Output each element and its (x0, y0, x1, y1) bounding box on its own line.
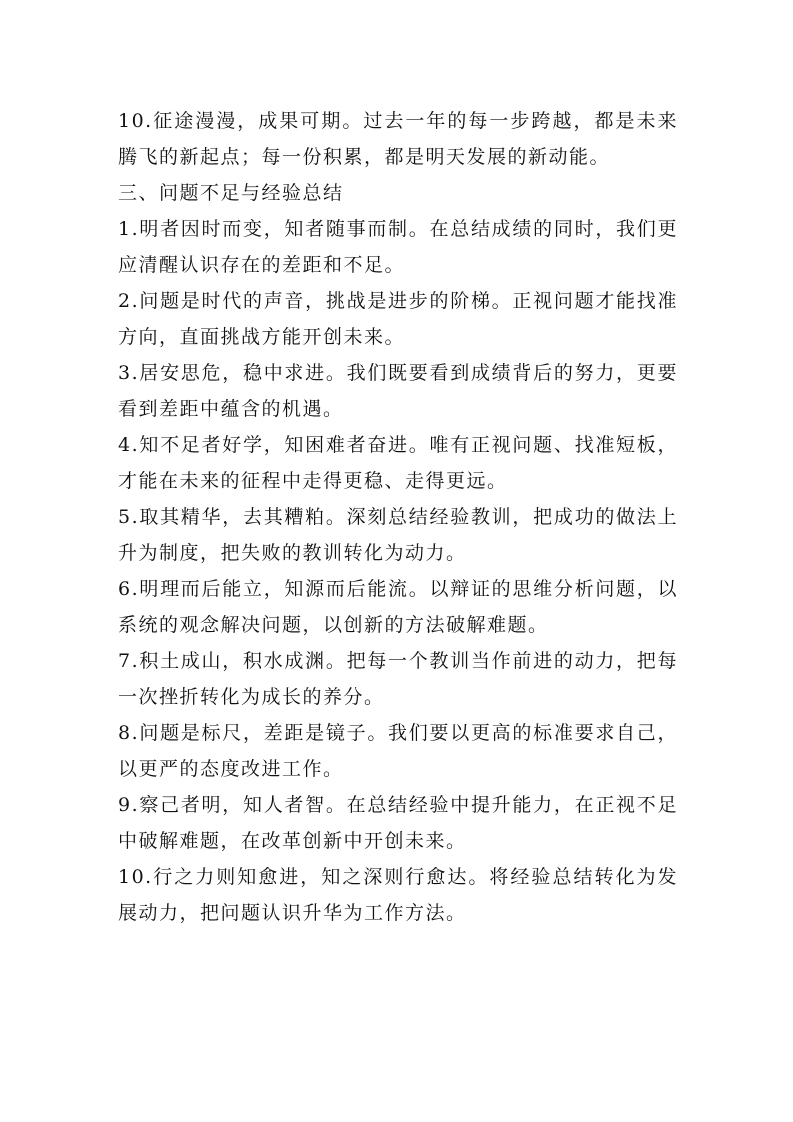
list-item-6: 6.明理而后能立，知源而后能流。以辩证的思维分析问题，以系统的观念解决问题，以创新的方法破解难题。 (118, 578, 678, 636)
list-item-5: 5.取其精华，去其糟粕。深刻总结经验教训，把成功的做法上升为制度，把失败的教训转化为动力。 (118, 506, 678, 564)
document-body (118, 103, 678, 931)
intro-item-10: 10.征途漫漫，成果可期。过去一年的每一步跨越，都是未来腾飞的新起点；每一份积累，都是明天发展的新动能。 (118, 110, 678, 168)
list-item-3: 3.居安思危，稳中求进。我们既要看到成绩背后的努力，更要看到差距中蕴含的机遇。 (118, 362, 678, 420)
list-item-7: 7.积土成山，积水成渊。把每一个教训当作前进的动力，把每一次挫折转化为成长的养分。 (118, 650, 678, 708)
section-heading: 三、问题不足与经验总结 (118, 182, 344, 204)
list-item-10: 10.行之力则知愈进，知之深则行愈达。将经验总结转化为发展动力，把问题认识升华为工作方法。 (118, 866, 678, 924)
list-item-9: 9.察己者明，知人者智。在总结经验中提升能力，在正视不足中破解难题，在改革创新中开创未来。 (118, 794, 678, 852)
list-item-4: 4.知不足者好学，知困难者奋进。唯有正视问题、找准短板，才能在未来的征程中走得更稳、走得更远。 (118, 434, 678, 492)
list-item-8: 8.问题是标尺，差距是镜子。我们要以更高的标准要求自己，以更严的态度改进工作。 (118, 722, 678, 780)
list-item-1: 1.明者因时而变，知者随事而制。在总结成绩的同时，我们更应清醒认识存在的差距和不足。 (118, 218, 678, 276)
list-item-2: 2.问题是时代的声音，挑战是进步的阶梯。正视问题才能找准方向，直面挑战方能开创未来。 (118, 290, 678, 348)
